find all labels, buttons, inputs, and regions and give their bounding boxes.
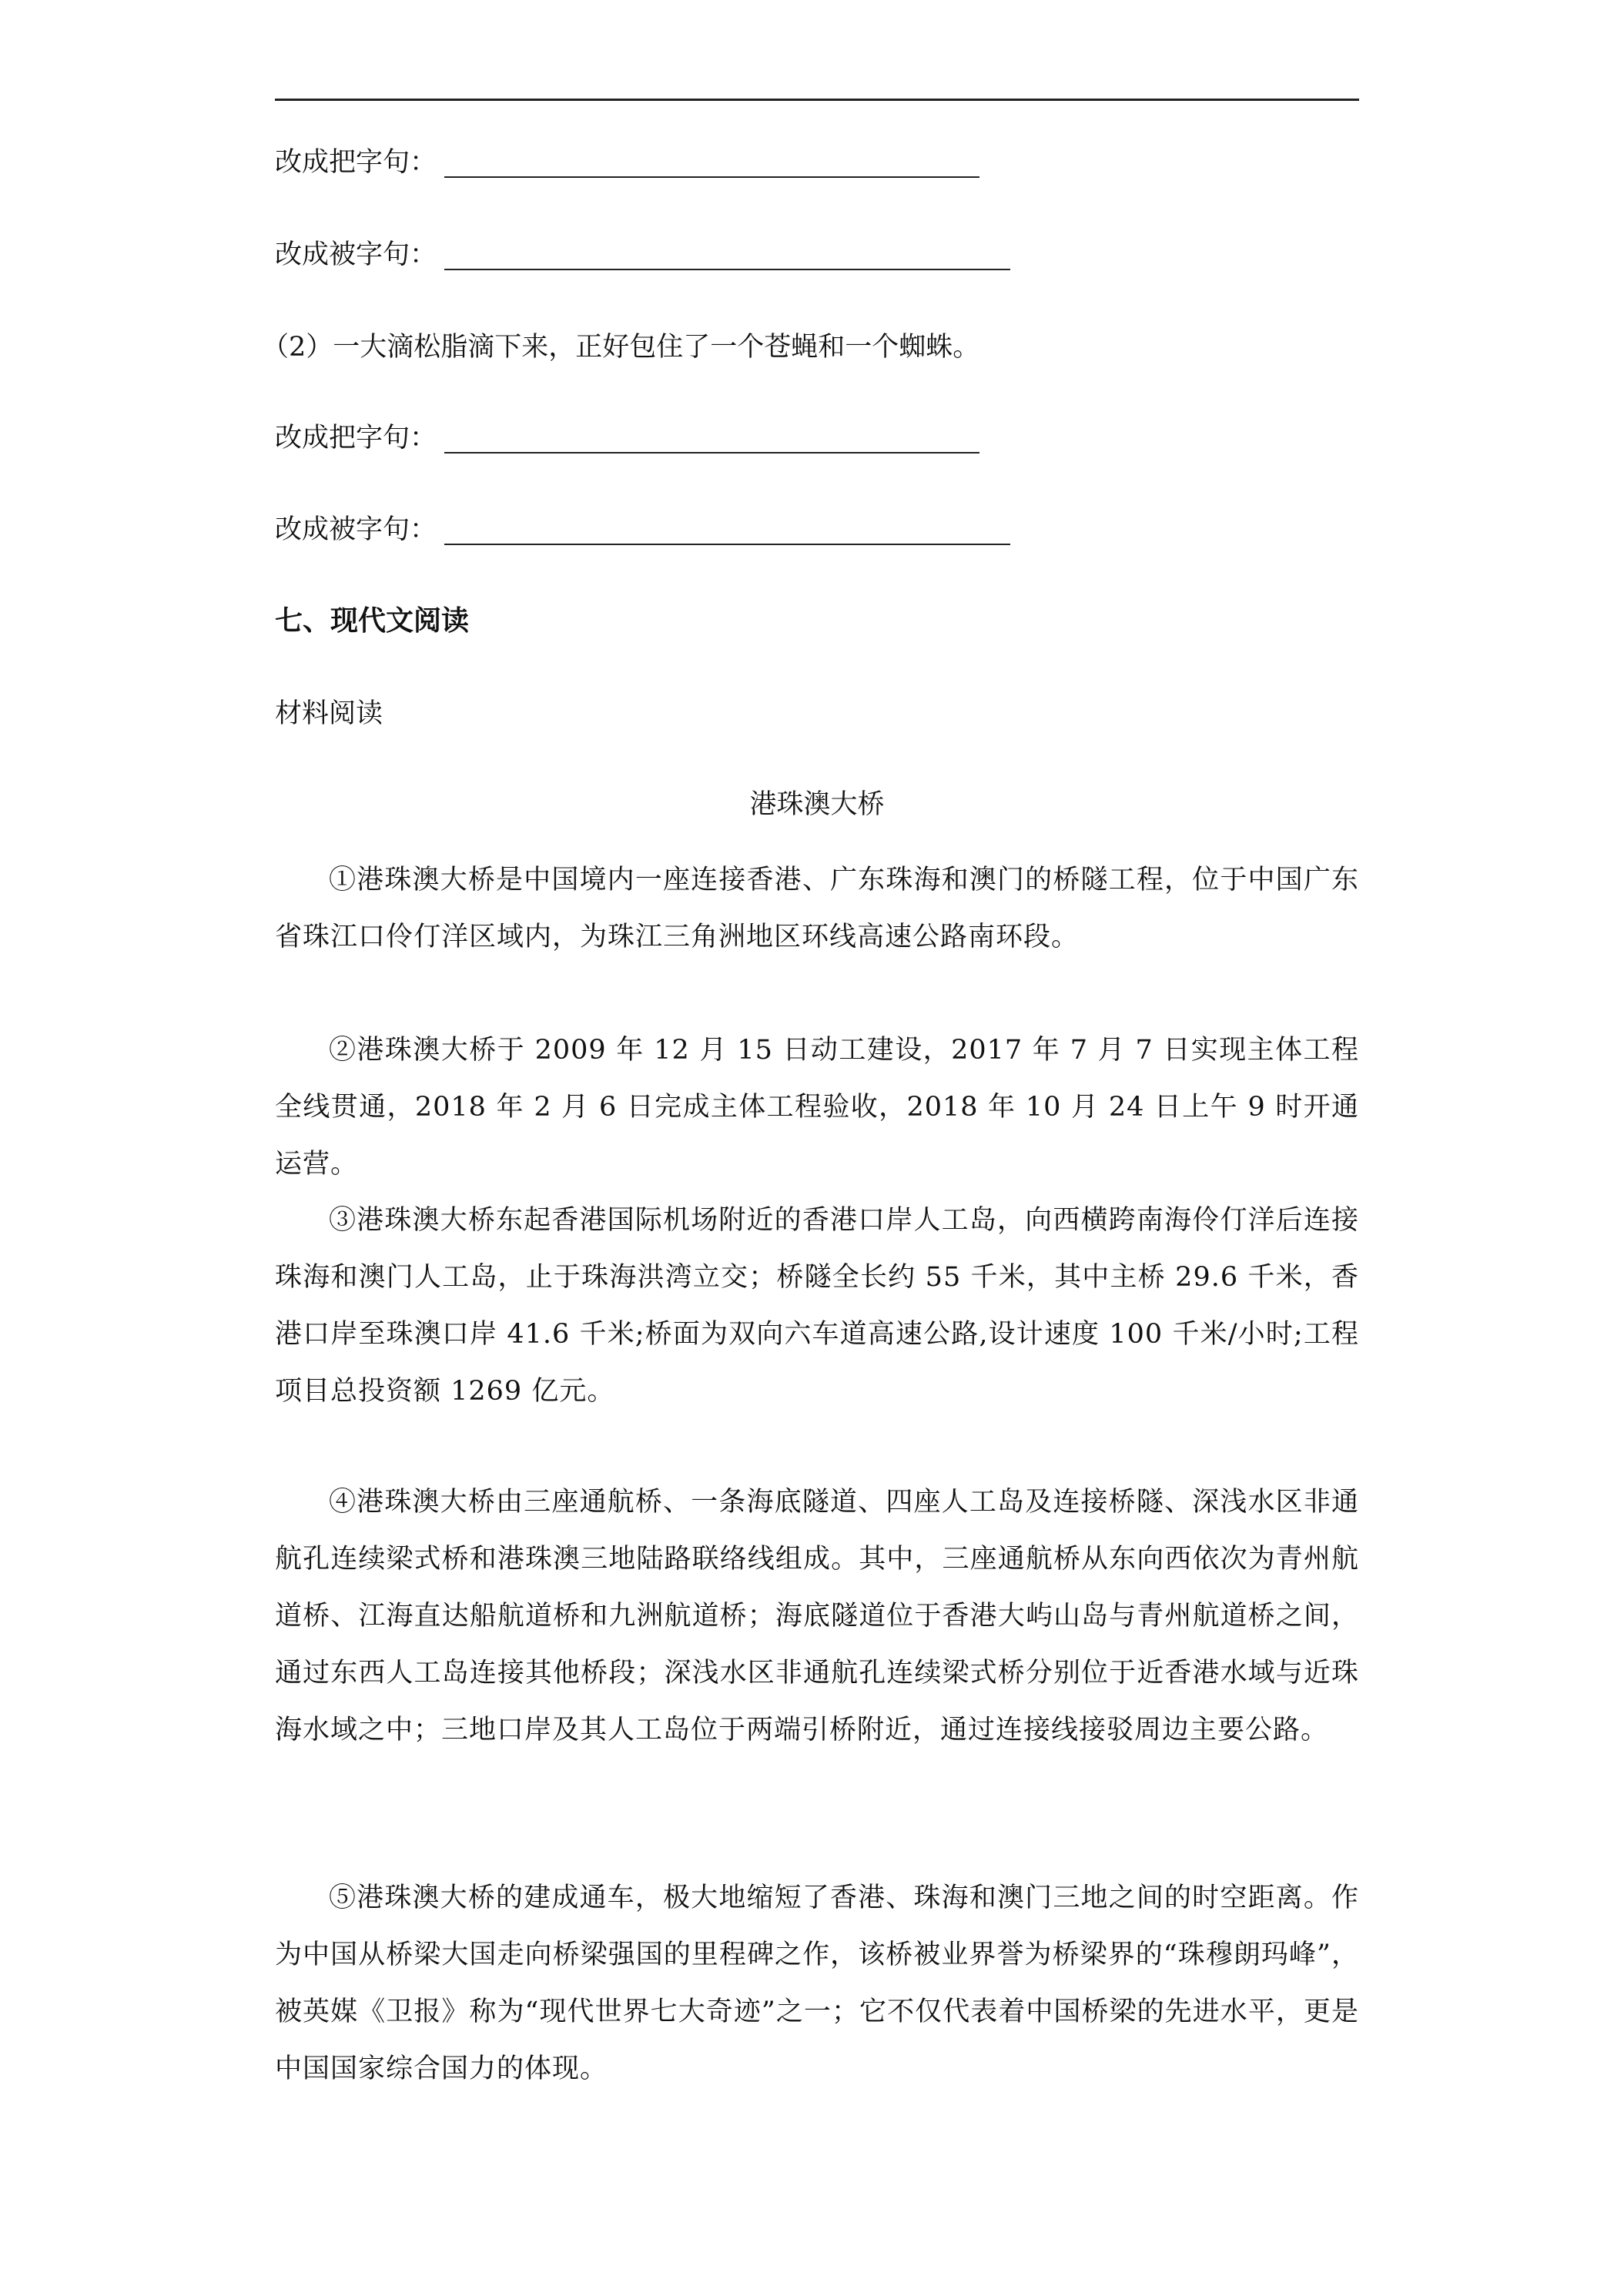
q2-bei-label: 改成被字句： xyxy=(275,514,437,545)
q1-ba-label: 改成把字句： xyxy=(275,147,437,178)
q1-bei-answer-blank[interactable] xyxy=(444,269,1010,270)
section-subheading: 材料阅读 xyxy=(275,698,383,729)
q2-ba-answer-blank[interactable] xyxy=(444,452,979,454)
article-paragraph-2: ②港珠澳大桥于 2009 年 12 月 15 日动工建设，2017 年 7 月 7 日实现主体工程全线贯通，2018 年 2 月 6 日完成主体工程验收，2018 年 10 月 24 日上午 9 时开通运营。 xyxy=(275,1035,1359,1180)
q1-bei-label: 改成被字句： xyxy=(275,239,437,270)
article-paragraph-4: ④港珠澳大桥由三座通航桥、一条海底隧道、四座人工岛及连接桥隧、深浅水区非通航孔连续梁式桥和港珠澳三地陆路联络线组成。其中，三座通航桥从东向西依次为青州航道桥、江海直达船航道桥和九洲航道桥；海底隧道位于香港大屿山岛与青州航道桥之间，通过东西人工岛连接其他桥段；深浅水区非通航孔连续梁式桥分别位于近香港水域与近珠海水域之中；三地口岸及其人工岛位于两端引桥附近，通过连接线接驳周边主要公路。 xyxy=(275,1487,1359,1745)
q2-ba-label: 改成把字句： xyxy=(275,423,437,454)
article-title: 港珠澳大桥 xyxy=(749,789,885,820)
article-paragraph-5: ⑤港珠澳大桥的建成通车，极大地缩短了香港、珠海和澳门三地之间的时空距离。作为中国从桥梁大国走向桥梁强国的里程碑之作，该桥被业界誉为桥梁界的“珠穆朗玛峰”，被英媒《卫报》称为“现代世界七大奇迹”之一；它不仅代表着中国桥梁的先进水平，更是中国国家综合国力的体现。 xyxy=(275,1883,1359,2084)
q2-bei-answer-blank[interactable] xyxy=(444,544,1010,545)
q1-ba-answer-blank[interactable] xyxy=(444,176,979,178)
section-heading: 七、现代文阅读 xyxy=(275,605,470,637)
q2-sentence: （2）一大滴松脂滴下来，正好包住了一个苍蝇和一个蜘蛛。 xyxy=(262,332,980,363)
article-paragraph-1: ①港珠澳大桥是中国境内一座连接香港、广东珠海和澳门的桥隧工程，位于中国广东省珠江口伶仃洋区域内，为珠江三角洲地区环线高速公路南环段。 xyxy=(275,865,1359,952)
article-paragraph-3: ③港珠澳大桥东起香港国际机场附近的香港口岸人工岛，向西横跨南海伶仃洋后连接珠海和澳门人工岛，止于珠海洪湾立交；桥隧全长约 55 千米，其中主桥 29.6 千米，香港口岸至珠澳口岸 41.6 千米;桥面为双向六车道高速公路,设计速度 100 千米/小时;工程项目总投资额 1269 亿元。 xyxy=(275,1205,1359,1407)
top-rule xyxy=(275,99,1359,101)
